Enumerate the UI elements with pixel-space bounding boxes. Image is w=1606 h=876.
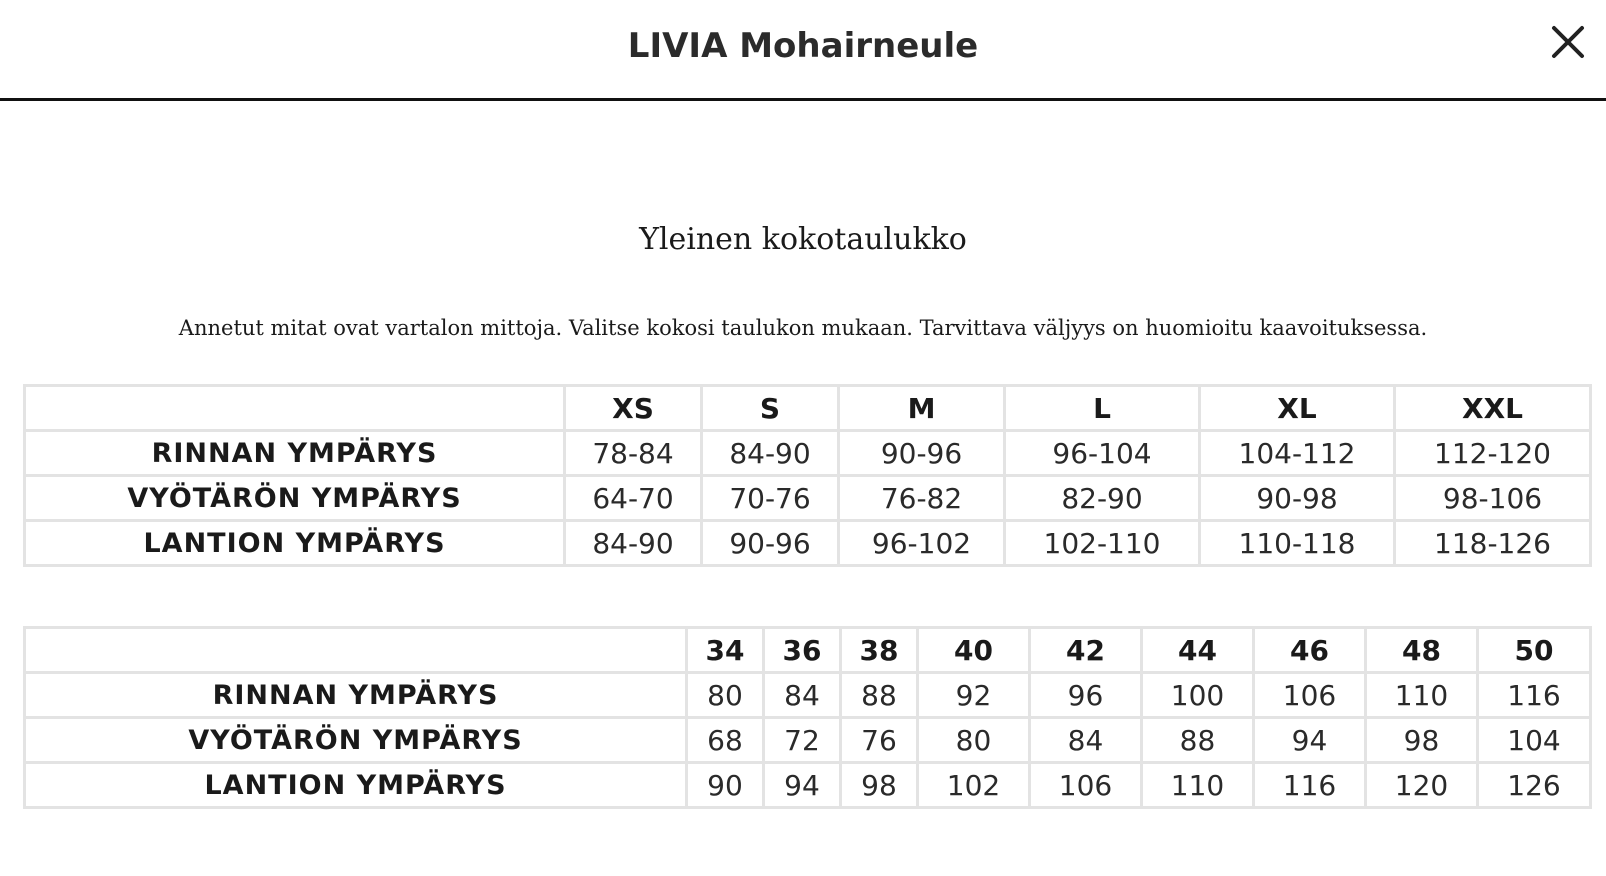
column-header: M: [839, 386, 1005, 431]
column-header: XXL: [1395, 386, 1591, 431]
table-cell: 98: [1366, 718, 1478, 763]
table-row: [25, 673, 1591, 718]
table-cell: 98: [841, 763, 918, 808]
column-header: 50: [1478, 628, 1591, 673]
table-row: [25, 718, 1591, 763]
table-cell: 84-90: [702, 431, 839, 476]
table-cell: 110: [1142, 763, 1254, 808]
table-row: [25, 431, 1591, 476]
size-chart-title: Yleinen kokotaulukko: [639, 222, 967, 257]
table-cell: 98-106: [1395, 476, 1591, 521]
table-cell: 110-118: [1200, 521, 1395, 566]
table-cell: 96-104: [1005, 431, 1200, 476]
table-cell: 106: [1030, 763, 1142, 808]
close-button[interactable]: [1548, 22, 1588, 62]
close-icon: [1548, 22, 1588, 62]
column-header: 48: [1366, 628, 1478, 673]
modal-title: LIVIA Mohairneule: [627, 26, 979, 66]
column-header: 36: [764, 628, 841, 673]
table-cell: 104-112: [1200, 431, 1395, 476]
number-size-table: [23, 626, 1592, 809]
table-cell: 64-70: [565, 476, 702, 521]
column-header: 34: [687, 628, 764, 673]
table-cell: 88: [1142, 718, 1254, 763]
column-header: 42: [1030, 628, 1142, 673]
column-header: 40: [918, 628, 1030, 673]
column-header: 46: [1254, 628, 1366, 673]
table-cell: 120: [1366, 763, 1478, 808]
table-cell: 72: [764, 718, 841, 763]
table-cell: 90-98: [1200, 476, 1395, 521]
table-corner-cell: [25, 386, 565, 431]
table-cell: 68: [687, 718, 764, 763]
table-cell: 84-90: [565, 521, 702, 566]
table-cell: 80: [918, 718, 1030, 763]
row-label: LANTION YMPÄRYS: [25, 763, 687, 808]
letter-size-table: [23, 384, 1592, 567]
table-header-row: [25, 628, 1591, 673]
table-cell: 110: [1366, 673, 1478, 718]
column-header: XS: [565, 386, 702, 431]
row-label: RINNAN YMPÄRYS: [25, 431, 565, 476]
table-corner-cell: [25, 628, 687, 673]
table-cell: 76-82: [839, 476, 1005, 521]
table-cell: 90: [687, 763, 764, 808]
table-cell: 102-110: [1005, 521, 1200, 566]
table-cell: 126: [1478, 763, 1591, 808]
row-label: RINNAN YMPÄRYS: [25, 673, 687, 718]
table-cell: 100: [1142, 673, 1254, 718]
column-header: 44: [1142, 628, 1254, 673]
column-header: XL: [1200, 386, 1395, 431]
table-row: [25, 476, 1591, 521]
table-cell: 104: [1478, 718, 1591, 763]
row-label: LANTION YMPÄRYS: [25, 521, 565, 566]
modal-header: [0, 0, 1606, 101]
table-cell: 116: [1254, 763, 1366, 808]
table-cell: 116: [1478, 673, 1591, 718]
table-row: [25, 521, 1591, 566]
table-cell: 82-90: [1005, 476, 1200, 521]
table-cell: 78-84: [565, 431, 702, 476]
table-cell: 80: [687, 673, 764, 718]
row-label: VYÖTÄRÖN YMPÄRYS: [25, 718, 687, 763]
row-label: VYÖTÄRÖN YMPÄRYS: [25, 476, 565, 521]
table-cell: 106: [1254, 673, 1366, 718]
table-cell: 88: [841, 673, 918, 718]
table-cell: 90-96: [702, 521, 839, 566]
table-cell: 90-96: [839, 431, 1005, 476]
table-cell: 102: [918, 763, 1030, 808]
column-header: L: [1005, 386, 1200, 431]
column-header: 38: [841, 628, 918, 673]
table-cell: 112-120: [1395, 431, 1591, 476]
column-header: S: [702, 386, 839, 431]
table-cell: 84: [764, 673, 841, 718]
table-cell: 96: [1030, 673, 1142, 718]
table-cell: 94: [1254, 718, 1366, 763]
table-cell: 92: [918, 673, 1030, 718]
table-header-row: [25, 386, 1591, 431]
table-cell: 118-126: [1395, 521, 1591, 566]
table-row: [25, 763, 1591, 808]
table-cell: 94: [764, 763, 841, 808]
table-cell: 70-76: [702, 476, 839, 521]
table-cell: 84: [1030, 718, 1142, 763]
size-chart-note: Annetut mitat ovat vartalon mittoja. Valitse kokosi taulukon mukaan. Tarvittava väljyys on huomioitu kaavoituksessa.: [178, 316, 1428, 340]
table-cell: 76: [841, 718, 918, 763]
table-cell: 96-102: [839, 521, 1005, 566]
